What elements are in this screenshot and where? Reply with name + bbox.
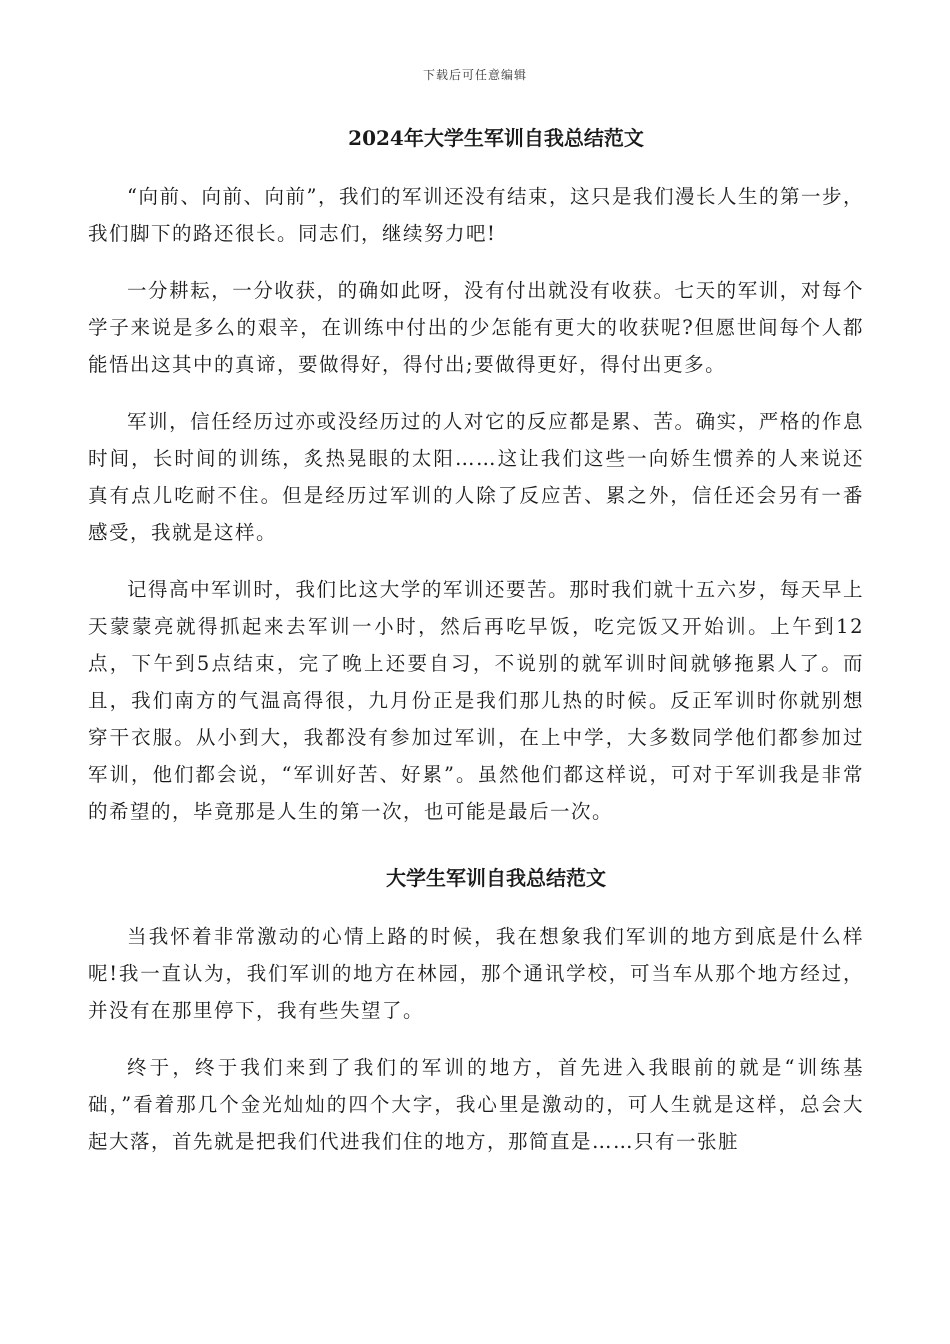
document-body: [88, 120, 864, 1160]
paragraph-6: 终于，终于我们来到了我们的军训的地方，首先进入我眼前的就是“训练基础，”看着那几个金光灿灿的四个大字，我心里是激动的，可人生就是这样，总会大起大落，首先就是把我们代进我们住的地方，那简直是……只有一张脏: [88, 1056, 864, 1153]
section-title: 大学生军训自我总结范文: [386, 866, 606, 890]
document-title: 2024年大学生军训自我总结范文: [348, 126, 644, 150]
header-note: 下载后可任意编辑: [422, 68, 527, 82]
paragraph-2: 一分耕耘，一分收获，的确如此呀，没有付出就没有收获。七天的军训，对每个学子来说是多么的艰辛，在训练中付出的少怎能有更大的收获呢?但愿世间每个人都能悟出这其中的真谛，要做得好，得付出;要做得更好，得付出更多。: [88, 279, 864, 376]
paragraph-3: 军训，信任经历过亦或没经历过的人对它的反应都是累、苦。确实，严格的作息时间，长时间的训练，炙热晃眼的太阳……这让我们这些一向娇生惯养的人来说还真有点儿吃耐不住。但是经历过军训的人除了反应苦、累之外，信任还会另有一番感受，我就是这样。: [88, 410, 864, 544]
paragraph-4: 记得高中军训时，我们比这大学的军训还要苦。那时我们就十五六岁，每天早上天蒙蒙亮就得抓起来去军训一小时，然后再吃早饭，吃完饭又开始训。上午到12点，下午到5点结束，完了晚上还要自习，不说别的就军训时间就够拖累人了。而且，我们南方的气温高得很，九月份正是我们那儿热的时候。反正军训时你就别想穿干衣服。从小到大，我都没有参加过军训，在上中学，大多数同学他们都参加过军训，他们都会说，“军训好苦、好累”。虽然他们都这样说，可对于军训我是非常的希望的，毕竟那是人生的第一次，也可能是最后一次。: [88, 578, 864, 823]
paragraph-1: “向前、向前、向前”，我们的军训还没有结束，这只是我们漫长人生的第一步，我们脚下的路还很长。同志们，继续努力吧!: [88, 185, 864, 245]
paragraph-5: 当我怀着非常激动的心情上路的时候，我在想象我们军训的地方到底是什么样呢!我一直认为，我们军训的地方在林园，那个通讯学校，可当车从那个地方经过，并没有在那里停下，我有些失望了。: [88, 925, 864, 1022]
